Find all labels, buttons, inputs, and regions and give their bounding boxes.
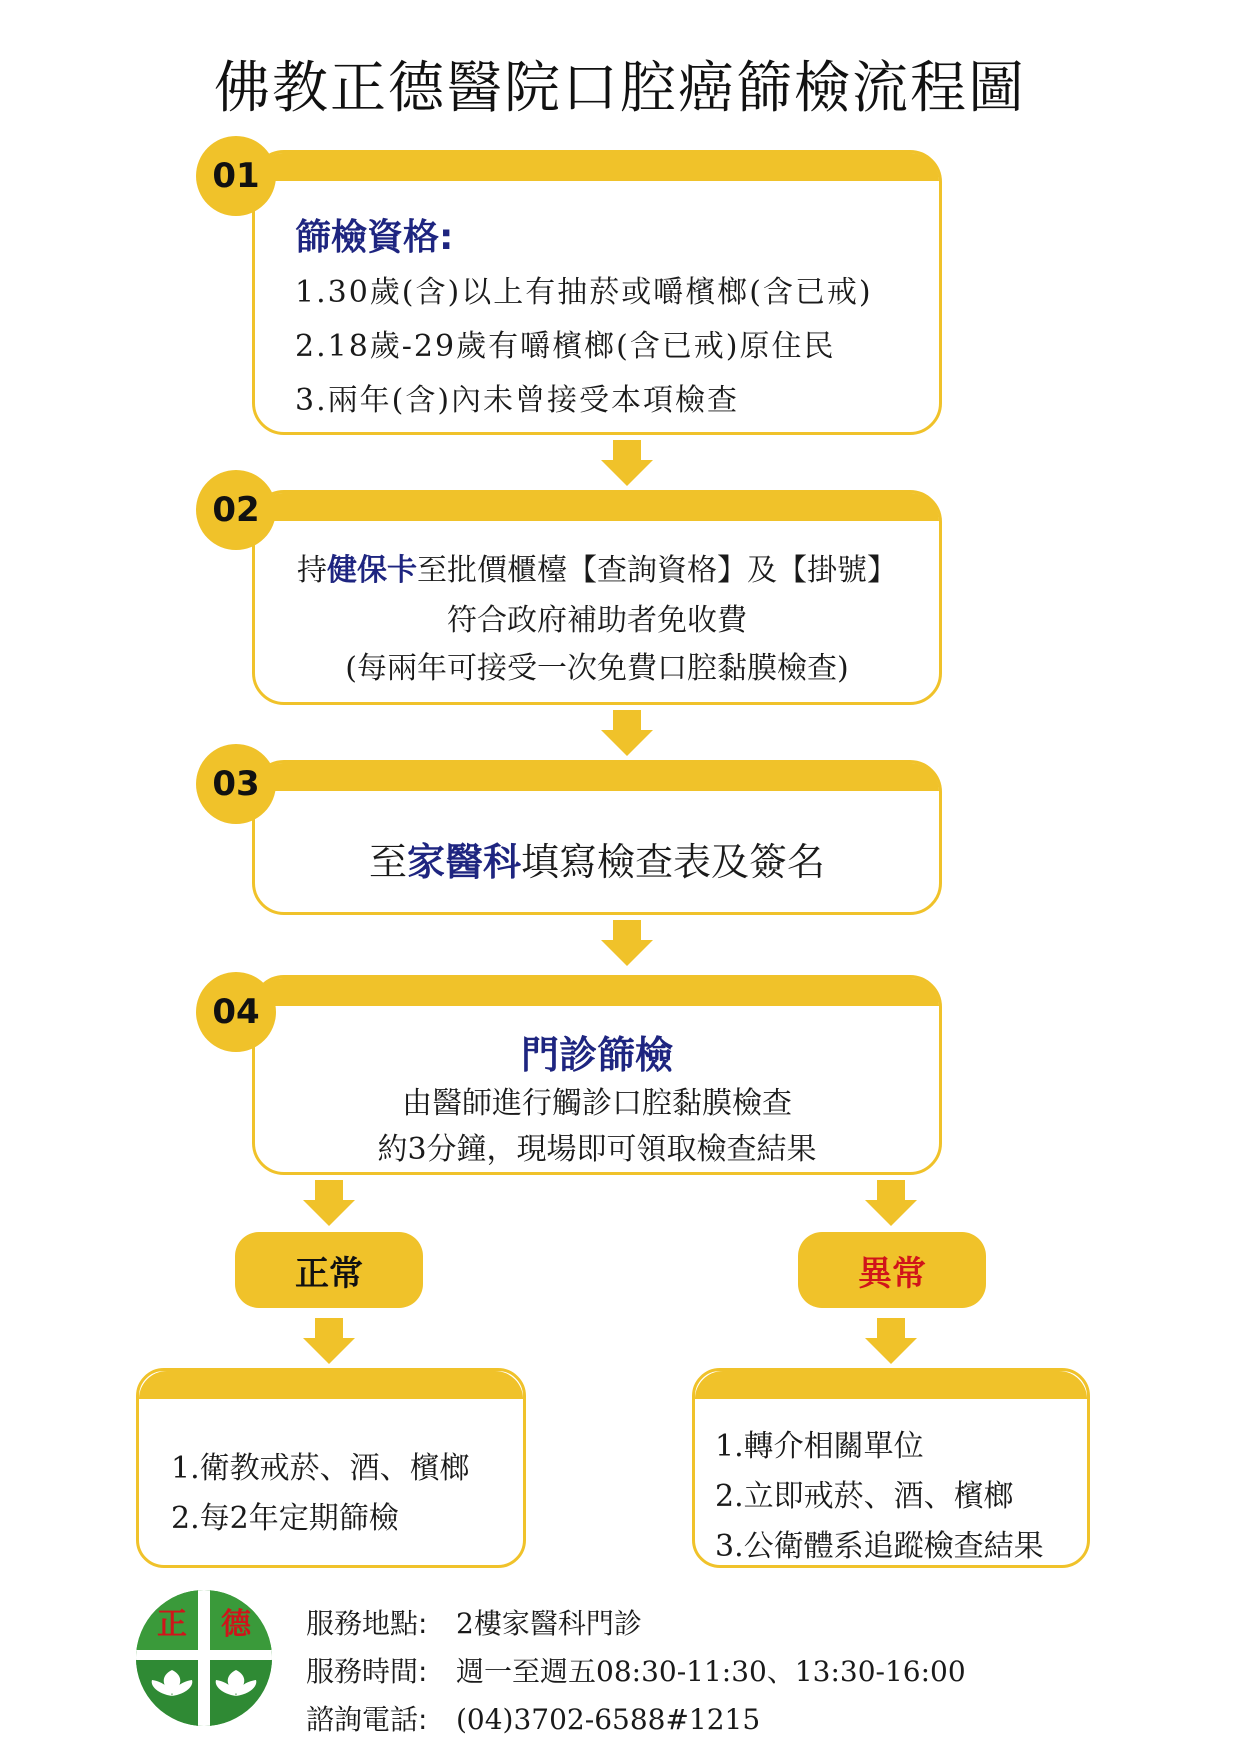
step-3-line xyxy=(255,831,939,886)
normal-card-bar xyxy=(139,1371,523,1399)
arrow-down-abnormal xyxy=(865,1180,917,1226)
step-1-item-1: 1.30歲(含)以上有抽菸或嚼檳榔(含已戒) xyxy=(295,275,873,310)
normal-item-1: 1.衛教戒菸、酒、檳榔 xyxy=(171,1451,470,1486)
abnormal-item-1: 1.轉介相關單位 xyxy=(715,1429,924,1464)
step-3-pre: 至 xyxy=(368,840,407,884)
normal-card xyxy=(136,1368,526,1568)
step-4-bar xyxy=(255,978,939,1006)
abnormal-item-3: 3.公衛體系追蹤檢查結果 xyxy=(715,1529,1044,1564)
step-2-line-1-pre: 持 xyxy=(297,553,327,588)
normal-badge: 正常 xyxy=(235,1232,423,1308)
step-3-post: 填寫檢查表及簽名 xyxy=(521,840,826,884)
step-2-bar xyxy=(255,493,939,521)
step-2-line-2: 符合政府補助者免收費 xyxy=(447,603,747,638)
hospital-logo xyxy=(136,1590,272,1726)
service-location xyxy=(306,1602,642,1642)
step-4-line-2: 約3分鐘，現場即可領取檢查結果 xyxy=(377,1132,817,1167)
step-1-bar xyxy=(255,153,939,181)
step-2-card xyxy=(252,490,942,705)
service-phone xyxy=(306,1698,760,1738)
step-1-heading: 篩檢資格: xyxy=(295,217,454,258)
abnormal-card xyxy=(692,1368,1090,1568)
arrow-down-normal-2 xyxy=(303,1318,355,1364)
step-1-item-3: 3.兩年(含)內未曾接受本項檢查 xyxy=(295,383,740,418)
arrow-down-1 xyxy=(601,440,653,486)
abnormal-card-bar xyxy=(695,1371,1087,1399)
step-3-number: 03 xyxy=(196,744,276,824)
step-3-card xyxy=(252,760,942,915)
step-4-number: 04 xyxy=(196,972,276,1052)
step-2-line-3: (每兩年可接受一次免費口腔黏膜檢查) xyxy=(345,651,849,686)
arrow-down-abnormal-2 xyxy=(865,1318,917,1364)
hours-label: 服務時間: xyxy=(306,1655,428,1688)
step-1-number: 01 xyxy=(196,136,276,216)
step-1-card xyxy=(252,150,942,435)
service-hours xyxy=(306,1650,966,1690)
hours-value: 週一至週五08:30-11:30、13:30-16:00 xyxy=(456,1655,966,1688)
step-3-bar xyxy=(255,763,939,791)
arrow-down-2 xyxy=(601,710,653,756)
phone-value: (04)3702-6588#1215 xyxy=(456,1703,761,1736)
abnormal-badge: 異常 xyxy=(798,1232,986,1308)
location-label: 服務地點: xyxy=(306,1607,428,1640)
step-4-line-1: 由醫師進行觸診口腔黏膜檢查 xyxy=(402,1086,792,1121)
health-card-highlight: 健保卡 xyxy=(327,553,417,588)
svg-text:德: 德 xyxy=(221,1607,251,1642)
step-2-line-1-post: 至批價櫃檯【查詢資格】及【掛號】 xyxy=(417,553,897,588)
arrow-down-3 xyxy=(601,920,653,966)
page-title: 佛教正德醫院口腔癌篩檢流程圖 xyxy=(214,56,1026,121)
normal-item-2: 2.每2年定期篩檢 xyxy=(171,1501,399,1536)
step-4-card xyxy=(252,975,942,1175)
step-2-line-1 xyxy=(255,545,939,589)
family-medicine-highlight: 家醫科 xyxy=(406,840,521,884)
arrow-down-normal xyxy=(303,1180,355,1226)
step-4-heading: 門診篩檢 xyxy=(520,1033,673,1077)
phone-label: 諮詢電話: xyxy=(306,1703,428,1736)
location-value: 2樓家醫科門診 xyxy=(456,1607,642,1640)
step-2-number: 02 xyxy=(196,470,276,550)
svg-text:正: 正 xyxy=(157,1607,187,1642)
abnormal-item-2: 2.立即戒菸、酒、檳榔 xyxy=(715,1479,1014,1514)
lotus-icon xyxy=(136,1590,272,1726)
step-1-item-2: 2.18歲-29歲有嚼檳榔(含已戒)原住民 xyxy=(295,329,836,364)
